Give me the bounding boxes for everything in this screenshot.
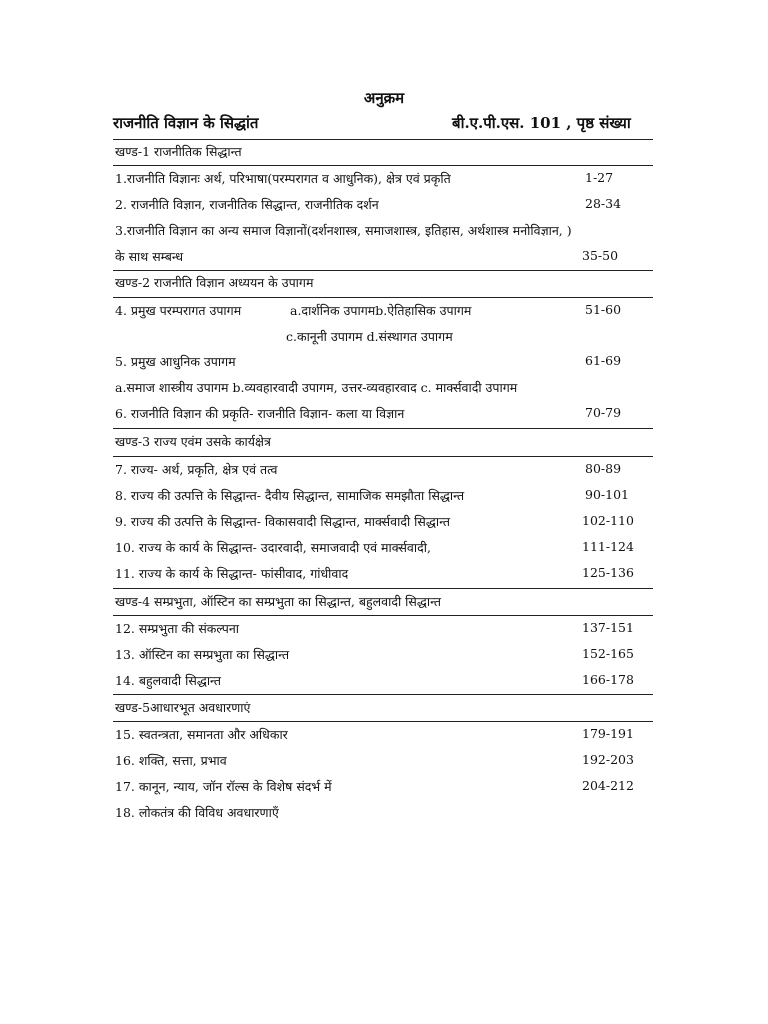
- toc-entry: 8. राज्य की उत्पत्ति के सिद्धान्त- दैवीय सिद्धान्त, सामाजिक समझौता सिद्धान्त: [115, 488, 465, 503]
- toc-page-range: 1-27: [585, 170, 614, 185]
- toc-page-range: 80-89: [585, 461, 622, 476]
- divider: [113, 297, 653, 298]
- toc-page-range: 125-136: [582, 565, 634, 580]
- course-code: बी.ए.पी.एस. 101 , पृष्ठ संख्या: [452, 114, 631, 132]
- divider: [113, 588, 653, 589]
- block-heading: खण्ड-2 राजनीति विज्ञान अध्ययन के उपागम: [115, 275, 314, 290]
- toc-page-range: 70-79: [585, 405, 622, 420]
- toc-page-range: 28-34: [585, 196, 622, 211]
- divider: [113, 456, 653, 457]
- toc-entry: 2. राजनीति विज्ञान, राजनीतिक सिद्धान्त, राजनीतिक दर्शन: [115, 197, 379, 212]
- toc-entry: 1.राजनीति विज्ञानः अर्थ, परिभाषा(परम्परागत व आधुनिक), क्षेत्र एवं प्रकृति: [115, 171, 451, 186]
- toc-entry: 4. प्रमुख परम्परागत उपागम: [115, 303, 242, 318]
- toc-entry: 9. राज्य की उत्पत्ति के सिद्धान्त- विकासवादी सिद्धान्त, मार्क्सवादी सिद्धान्त: [115, 514, 451, 529]
- page-title: अनुक्रम: [363, 89, 405, 107]
- block-heading: खण्ड-4 सम्प्रभुता, ऑस्टिन का सम्प्रभुता का सिद्धान्त, बहुलवादी सिद्धान्त: [115, 594, 442, 609]
- toc-page-range: 111-124: [582, 539, 634, 554]
- toc-entry: 16. शक्ति, सत्ता, प्रभाव: [115, 753, 227, 768]
- toc-entry: के साथ सम्बन्ध: [115, 249, 184, 264]
- toc-entry: 10. राज्य के कार्य के सिद्धान्त- उदारवादी, समाजवादी एवं मार्क्सवादी,: [115, 540, 431, 555]
- toc-page-range: 35-50: [582, 248, 619, 263]
- toc-page-range: 204-212: [582, 778, 634, 793]
- divider: [113, 615, 653, 616]
- course-title: राजनीति विज्ञान के सिद्धांत: [113, 114, 259, 132]
- divider: [113, 428, 653, 429]
- block-heading: खण्ड-3 राज्य एवंम उसके कार्यक्षेत्र: [115, 434, 271, 449]
- toc-page-range: 51-60: [585, 302, 622, 317]
- toc-page-range: 152-165: [582, 646, 634, 661]
- toc-entry: 15. स्वतन्त्रता, समानता और अधिकार: [115, 727, 288, 742]
- toc-entry: 3.राजनीति विज्ञान का अन्य समाज विज्ञानों(दर्शनशास्त्र, समाजशास्त्र, इतिहास, अर्थशास्त्र मनोविज्ञान, ): [115, 223, 572, 238]
- divider: [113, 694, 653, 695]
- toc-entry: 12. सम्प्रभुता की संकल्पना: [115, 621, 240, 636]
- toc-entry: 14. बहुलवादी सिद्धान्त: [115, 673, 222, 688]
- toc-entry: 5. प्रमुख आधुनिक उपागम: [115, 354, 236, 369]
- toc-page-range: 137-151: [582, 620, 634, 635]
- toc-entry: 18. लोकतंत्र की विविध अवधारणाएँ: [115, 805, 279, 820]
- block-heading: खण्ड-1 राजनीतिक सिद्धान्त: [115, 144, 242, 159]
- toc-page-range: 90-101: [585, 487, 629, 502]
- divider: [113, 270, 653, 271]
- toc-entry: 11. राज्य के कार्य के सिद्धान्त- फांसीवाद, गांधीवाद: [115, 566, 349, 581]
- toc-entry: 6. राजनीति विज्ञान की प्रकृति- राजनीति विज्ञान- कला या विज्ञान: [115, 406, 405, 421]
- block-heading: खण्ड-5आधारभूत अवधारणाएं: [115, 700, 251, 715]
- toc-subentry: c.कानूनी उपागम d.संस्थागत उपागम: [286, 329, 453, 344]
- toc-entry: 17. कानून, न्याय, जॉन रॉल्स के विशेष संदर्भ में: [115, 779, 332, 794]
- divider: [113, 165, 653, 166]
- toc-page-range: 166-178: [582, 672, 634, 687]
- toc-subentry: a.समाज शास्त्रीय उपागम b.व्यवहारवादी उपागम, उत्तर-व्यवहारवाद c. मार्क्सवादी उपागम: [115, 380, 518, 395]
- divider: [113, 721, 653, 722]
- toc-entry: 13. ऑस्टिन का सम्प्रभुता का सिद्धान्त: [115, 647, 290, 662]
- toc-page-range: 192-203: [582, 752, 634, 767]
- divider: [113, 139, 653, 140]
- toc-subentry: a.दार्शनिक उपागमb.ऐतिहासिक उपागम: [290, 303, 472, 318]
- toc-entry: 7. राज्य- अर्थ, प्रकृति, क्षेत्र एवं तत्व: [115, 462, 278, 477]
- toc-page-range: 102-110: [582, 513, 634, 528]
- toc-page-range: 179-191: [582, 726, 634, 741]
- toc-page-range: 61-69: [585, 353, 622, 368]
